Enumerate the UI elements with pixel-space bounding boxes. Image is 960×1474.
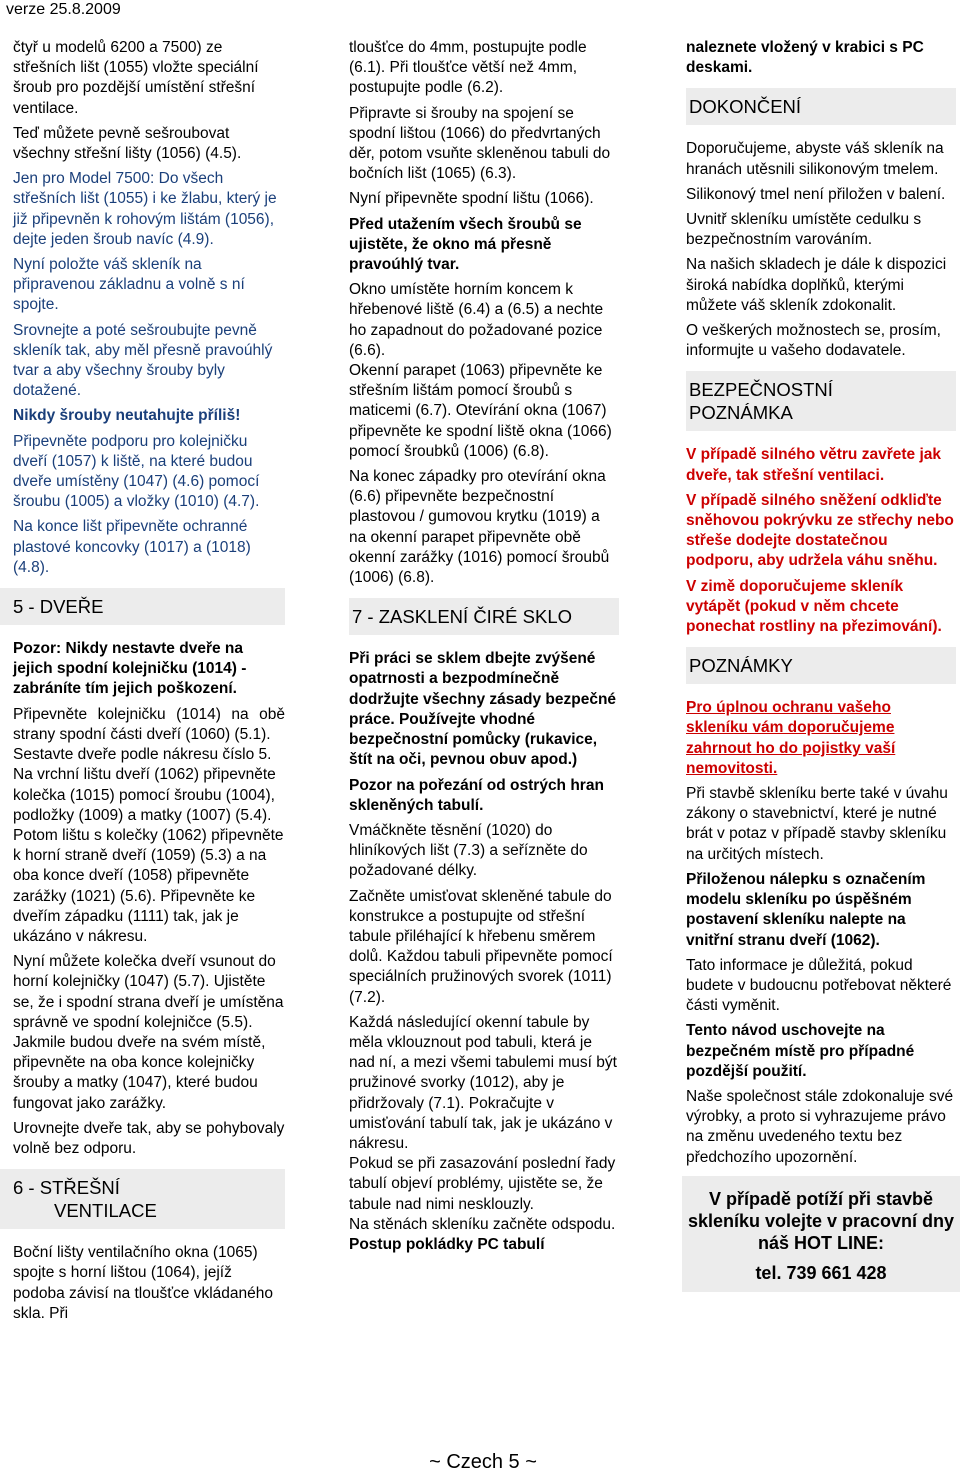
paragraph: naleznete vložený v krabici s PC deskami. [686,39,924,77]
section-heading-line: POZNÁMKA [689,402,793,424]
warning-text: Pozor: Nikdy nestavte dveře na jejich spodní kolejničku (1014) - zabráníte tím jejich poškození. [13,640,247,698]
paragraph: Boční lišty ventilačního okna (1065) spojte s horní lištou (1064), jejíž podoba závisí na tloušťce vkládaného skla. Při [13,1244,274,1322]
paragraph: Okenní parapet (1063) připevněte ke střešním lištám pomocí šroubů s maticemi (6.7). Otevírání okna (1067) připevněte ke spodní liště okna (1066) pomocí šroubků (1006) (6.8). [349,362,612,460]
paragraph: Nyní připevněte spodní lištu (1066). [349,190,594,208]
insurance-note: Pro úplnou ochranu vašeho skleníku vám doporučujeme zahrnout ho do pojistky vaší nemovitosti. [686,699,896,777]
section-heading-completion: DOKONČENÍ [686,88,956,125]
paragraph: čtyř u modelů 6200 a 7500) ze střešních lišt (1055) vložte speciální šroub pro pozdější umístění střešní ventilace. [13,39,259,117]
safety-warning: V případě silného sněžení odkliďte sněhovou pokrývku ze střechy nebo střeše dodejte dostatečnou podporu, aby udržela váhu sněhu. [686,491,954,570]
paragraph: Sestavte dveře podle nákresu číslo 5. Na vrchní lištu dveří (1062) připevněte kolečka (1015) pomocí šroubu (1004), podložky (1009) a matky (1007) (5.4). [13,746,276,824]
paragraph: Okno umístěte horním koncem k hřebenové liště (6.4) a (6.5) a nechte ho zapadnout do požadované pozice (6.6). [349,281,604,359]
page-number: ~ Czech 5 ~ [429,1451,537,1473]
paragraph: Na konce lišt připevněte ochranné plastové koncovky (1017) a (1018) (4.8). [13,518,251,576]
section-heading-line: 6 - STŘEŠNÍ [13,1177,120,1199]
paragraph: Při stavbě skleníku berte také v úvahu zákony o stavebnictví, které je nutné brát v potaz v případě stavby skleníku na určitých místech. [686,785,948,863]
section-heading-ventilation [0,1169,285,1229]
section-heading-safety [686,371,956,431]
paragraph: Urovnejte dveře tak, aby se pohybovaly volně bez odporu. [13,1119,285,1157]
paragraph: Na našich skladech je dále k dispozici široká nabídka doplňků, kterými můžete váš skleník zdokonalit. [686,256,947,314]
warning-text: Před utažením všech šroubů se ujistěte, že okno má přesně pravoúhlý tvar. [349,215,582,274]
paragraph: Naše společnost stále zdokonaluje své výrobky, a proto si vyhrazujeme právo na změnu uvedeného textu bez předchozího upozornění. [686,1087,954,1166]
paragraph: Přiloženou nálepku s označením modelu skleníku po úspěšném postavení skleníku nalepte na vnitřní stranu dveří (1062). [686,870,926,949]
paragraph: O veškerých možnostech se, prosím, informujte u vašeho dodavatele. [686,322,941,360]
hotline-text: V případě potíží při stavbě skleníku volejte v pracovní dny náš HOT LINE: [687,1188,955,1253]
paragraph: tloušťce do 4mm, postupujte podle (6.1). Při tloušťce větší než 4mm, postupujte podle (6.2). [349,39,587,97]
column-2 [349,38,619,1260]
section-heading-glazing: 7 - ZASKLENÍ ČIRÉ SKLO [349,598,619,635]
paragraph: Na konec západky pro otevírání okna (6.6) připevněte bezpečnostní plastovou / gumovou krytku (1019) a na okenní parapet připevněte obě okenní zarážky (1016) pomocí šroubů (1006) (6.8). [349,468,610,587]
column-3 [686,38,956,1292]
paragraph: Vmáčkněte těsnění (1020) do hliníkových lišt (7.3) a seřízněte do požadované délky. [349,821,588,880]
column-1 [13,38,285,1329]
section-heading-notes: POZNÁMKY [686,647,956,684]
safety-warning: V případě silného větru zavřete jak dveře, tak střešní ventilaci. [686,446,941,484]
paragraph: Na stěnách skleníku začněte odspodu. [349,1215,616,1233]
paragraph: Začněte umisťovat skleněné tabule do konstrukce a postupujte od střešní tabule přiléhající k hřebenu směrem dolů. Každou tabuli připevněte pomocí speciálních pružinových svorek (1011) (7.2). [349,887,613,1006]
safety-warning: V zimě doporučujeme skleník vytápět (pokud v něm chcete ponechat rostliny na přezimování). [686,577,942,636]
warning-text: Při práci se sklem dbejte zvýšené opatrnosti a bezpodmínečně dodržujte všechny zásady bezpečné práce. Používejte vhodné bezpečnostní pomůcky (rukavice, štít na oči, pevnou obuv apod.) [349,650,617,769]
hotline-phone: tel. 739 661 428 [755,1262,887,1283]
paragraph: Tato informace je důležitá, pokud budete v budoucnu potřebovat některé části vyměnit. [686,956,952,1015]
section-heading-line: VENTILACE [54,1200,157,1222]
paragraph: Pokud se při zasazování poslední řady tabulí objeví problémy, ujistěte se, že tabule nad nimi nesklouzly. [349,1155,616,1213]
paragraph: Potom lištu s kolečky (1062) připevněte k horní straně dveří (1059) (5.3) a na oba konce dveří (1058) připevněte zarážky (1021) (5.6). Připevněte ke dveřím západku (1111) tak, jak je ukázáno v nákresu. [13,826,284,945]
warning-text: Pozor na pořezání od ostrých hran skleněných tabulí. [349,776,604,814]
paragraph: Připevněte kolejničku (1014) na obě strany spodní části dveří (1060) (5.1). [13,705,285,743]
paragraph: Tento návod uschovejte na bezpečném místě pro případné pozdější použití. [686,1022,915,1080]
paragraph: Připevněte podporu pro kolejničku dveří (1057) k liště, na které budou dveře umístěny (1047) (4.6) pomocí šroubu (1005) a vložky (1010) (4.7). [13,432,260,511]
version-label: verze 25.8.2009 [6,1,121,18]
paragraph: Připravte si šrouby na spojení se spodní lištou (1066) do předvrtaných děr, potom vsuňte skleněnou tabuli do bočních lišt (1065) (6.3). [349,104,611,183]
paragraph: Doporučujeme, abyste váš skleník na hranách utěsnili silikonovým tmelem. [686,140,944,178]
paragraph: Silikonový tmel není přiložen v balení. [686,185,946,203]
paragraph: Srovnejte a poté sešroubujte pevně skleník tak, aby měl přesně pravoúhlý tvar a aby všechny šrouby byly dotažené. [13,321,273,400]
paragraph: Každá následující okenní tabule by měla vklouznout pod tabuli, která je nad ní, a mezi všemi tabulemi musí být pružinové svorky (1012), aby je přidržovaly (7.1). Pokračujte v umisťování tabulí tak, jak je ukázáno v nákresu. [349,1013,617,1152]
paragraph: Nyní můžete kolečka dveří vsunout do horní kolejničky (1047) (5.7). Ujistěte se, že i spodní strana dveří je umístěna správně ve spodní kolejničce (5.5). Jakmile budou dveře na svém místě, připevněte na oba konce kolejničky šrouby a matky (1047), které budou fungovat jako zarážky. [13,953,284,1112]
section-heading-doors: 5 - DVEŘE [0,588,285,625]
paragraph: Uvnitř skleníku umístěte cedulku s bezpečnostním varováním. [686,211,922,249]
warning-text: Nikdy šrouby neutahujte příliš! [13,407,241,425]
paragraph: Teď můžete pevně sešroubovat všechny střešní lišty (1056) (4.5). [13,124,242,163]
paragraph: Postup pokládky PC tabulí [349,1235,545,1253]
section-heading-line: BEZPEČNOSTNÍ [689,379,833,401]
paragraph: Nyní položte váš skleník na připravenou základnu a volně s ní spojte. [13,256,245,314]
paragraph-model-7500: Jen pro Model 7500: Do všech střešních lišt (1055) i ke žlabu, který je již připevněn k rohovým lištám (1056), dejte jeden šroub navíc (4.9). [13,170,277,248]
hotline-box [682,1176,960,1292]
page-footer [0,1451,960,1474]
